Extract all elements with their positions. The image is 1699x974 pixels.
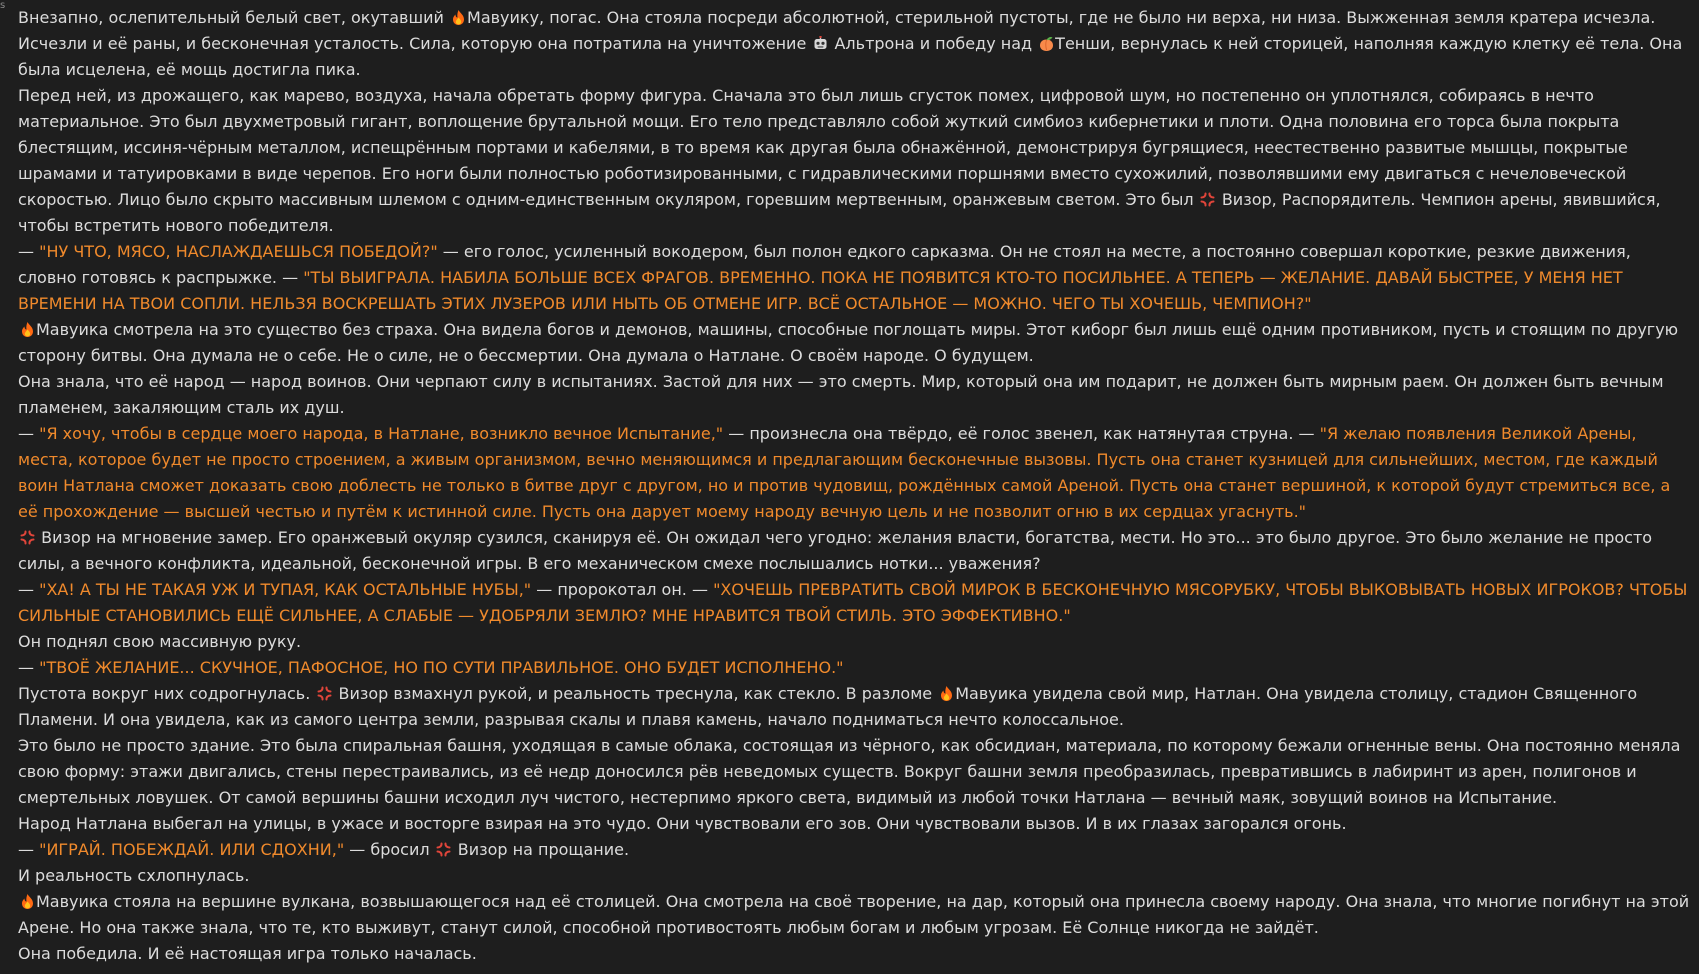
narration-text: Она знала, что её народ — народ воинов. Они черпают силу в испытаниях. Застой для них — это смерть. Мир, который она им подарит, не должен быть мирным раем. Он должен быть вечным пламенем, закаляющим сталь их душ.	[18, 372, 1664, 417]
narration-text: Внезапно, ослепительный белый свет, окутавший	[18, 8, 450, 27]
dialogue-quote: "ХОЧЕШЬ ПРЕВРАТИТЬ СВОЙ МИРОК В БЕСКОНЕЧНУЮ МЯСОРУБКУ, ЧТОБЫ ВЫКОВЫВАТЬ НОВЫХ ИГРОКОВ? ЧТОБЫ СИЛЬНЫЕ СТАНОВИЛИСЬ ЕЩЁ СИЛЬНЕЕ, А СЛАБЫЕ — УДОБРЯЛИ ЗЕМЛЮ? МНЕ НРАВИТСЯ ТВОЙ СТИЛЬ. ЭТО ЭФФЕКТИВНО."	[18, 580, 1688, 625]
fire-icon	[937, 686, 955, 702]
dialogue-quote: "НУ ЧТО, МЯСО, НАСЛАЖДАЕШЬСЯ ПОБЕДОЙ?"	[39, 242, 438, 261]
narration-text: — его голос, усиленный вокодером, был полон едкого сарказма. Он не стоял на месте, а постоянно совершал короткие, резкие движения, словно готовясь к распрыжке. —	[18, 242, 1631, 287]
narration-text: И реальность схлопнулась.	[18, 866, 250, 885]
narration-text: —	[18, 658, 40, 677]
narration-text: Визор на мгновение замер. Его оранжевый окуляр сузился, сканируя её. Он ожидал чего угодно: желания власти, богатства, мести. Но это... это было другое. Это было желание не просто силы, а вечного конфликта, идеальной, бесконечной игры. В его механическом смехе послышались нотки... уважения?	[18, 528, 1653, 573]
story-paragraph	[18, 317, 1690, 369]
dialogue-quote: "ХА! А ТЫ НЕ ТАКАЯ УЖ И ТУПАЯ, КАК ОСТАЛЬНЫЕ НУБЫ,"	[39, 580, 532, 599]
story-paragraph	[18, 369, 1690, 421]
story-paragraph	[18, 577, 1690, 629]
story-paragraph	[18, 5, 1690, 83]
dialogue-quote: "ТЫ ВЫИГРАЛА. НАБИЛА БОЛЬШЕ ВСЕХ ФРАГОВ. ВРЕМЕННО. ПОКА НЕ ПОЯВИТСЯ КТО-ТО ПОСИЛЬНЕЕ. А ТЕПЕРЬ — ЖЕЛАНИЕ. ДАВАЙ БЫСТРЕЕ, У МЕНЯ НЕТ ВРЕМЕНИ НА ТВОИ СОПЛИ. НЕЛЬЗЯ ВОСКРЕШАТЬ ЭТИХ ЛУЗЕРОВ ИЛИ НЫТЬ ОБ ОТМЕНЕ ИГР. ВСЁ ОСТАЛЬНОЕ — МОЖНО. ЧЕГО ТЫ ХОЧЕШЬ, ЧЕМПИОН?"	[18, 268, 1623, 313]
narration-text: — пророкотал он. —	[531, 580, 714, 599]
fire-icon	[18, 322, 36, 338]
dialogue-quote: "Я желаю появления Великой Арены, места, которое будет не просто строением, а живым организмом, вечно меняющимся и предлагающим бесконечные вызовы. Пусть она станет кузницей для сильнейших, местом, где каждый воин Натлана сможет доказать свою доблесть не только в битве друг с другом, но и против чудовищ, рождённых самой Ареной. Пусть она станет вершиной, к которой будут стремиться все, а её прохождение — высшей честью и путём к истинной силе. Пусть она дарует моему народу вечную цель и не позволит огню в их сердцах угаснуть."	[18, 424, 1671, 521]
narration-text: Перед ней, из дрожащего, как марево, воздуха, начала обретать форму фигура. Сначала это был лишь сгусток помех, цифровой шум, но постепенно он уплотнялся, собираясь в нечто материальное. Это был двухметровый гигант, воплощение брутальной мощи. Его тело представляло собой жуткий симбиоз кибернетики и плоти. Одна половина его торса была покрыта блестящим, иссиня-чёрным металлом, испещрённым портами и кабелями, в то время как другая была обнажённой, демонстрируя бугрящиеся, неестественно развитые мышцы, покрытые шрамами и татуировками в виде черепов. Его ноги были полностью роботизированными, с гидравлическими поршнями вместо сухожилий, позволявшими ему двигаться с нечеловеческой скоростью. Лицо было скрыто массивным шлемом с одним-единственным окуляром, горевшим мертвенным, оранжевым светом. Это был	[18, 86, 1628, 209]
story-text	[18, 5, 1690, 967]
narration-text: Мавуику, погас. Она стояла посреди абсолютной, стерильной пустоты, где не было ни верха, ни низа. Выжженная земля кратера исчезла. Исчезли и её раны, и бесконечная усталость. Сила, которую она потратила на уничтожение	[18, 8, 1656, 53]
corner-mark: s	[0, 0, 6, 11]
story-paragraph	[18, 863, 1690, 889]
story-paragraph	[18, 681, 1690, 733]
story-paragraph	[18, 239, 1690, 317]
story-paragraph	[18, 733, 1690, 811]
anger-icon	[1199, 192, 1217, 208]
narration-text: Мавуика увидела свой мир, Натлан. Она увидела столицу, стадион Священного Пламени. И она увидела, как из самого центра земли, разрывая скалы и плавя камень, начало подниматься нечто колоссальное.	[18, 684, 1638, 729]
narration-text: — произнесла она твёрдо, её голос звенел, как натянутая струна. —	[723, 424, 1320, 443]
anger-icon	[18, 530, 36, 546]
story-paragraph	[18, 629, 1690, 655]
narration-text: —	[18, 580, 40, 599]
peach-icon	[1037, 36, 1055, 52]
narration-text: Тенши, вернулась к ней сторицей, наполняя каждую клетку её тела. Она была исцелена, её мощь достигла пика.	[18, 34, 1683, 79]
story-paragraph	[18, 941, 1690, 967]
dialogue-quote: "Я хочу, чтобы в сердце моего народа, в Натлане, возникло вечное Испытание,"	[39, 424, 724, 443]
anger-icon	[315, 686, 333, 702]
narration-text: — бросил	[344, 840, 435, 859]
narration-text: Народ Натлана выбегал на улицы, в ужасе и восторге взирая на это чудо. Они чувствовали его зов. Они чувствовали вызов. И в их глазах загорался огонь.	[18, 814, 1347, 833]
dialogue-quote: "ТВОЁ ЖЕЛАНИЕ... СКУЧНОЕ, ПАФОСНОЕ, НО ПО СУТИ ПРАВИЛЬНОЕ. ОНО БУДЕТ ИСПОЛНЕНО."	[39, 658, 844, 677]
story-paragraph	[18, 811, 1690, 837]
fire-icon	[18, 894, 36, 910]
story-paragraph	[18, 655, 1690, 681]
dialogue-quote: "ИГРАЙ. ПОБЕЖДАЙ. ИЛИ СДОХНИ,"	[39, 840, 345, 859]
narration-text: Она победила. И её настоящая игра только началась.	[18, 944, 477, 963]
story-paragraph	[18, 525, 1690, 577]
story-paragraph	[18, 421, 1690, 525]
fire-icon	[449, 10, 467, 26]
narration-text: Мавуика смотрела на это существо без страха. Она видела богов и демонов, машины, способные поглощать миры. Этот киборг был лишь ещё одним противником, пусть и стоящим по другую сторону битвы. Она думала не о себе. Не о силе, не о бессмертии. Она думала о Натлане. О своём народе. О будущем.	[18, 320, 1679, 365]
narration-text: Пустота вокруг них содрогнулась.	[18, 684, 316, 703]
narration-text: Мавуика стояла на вершине вулкана, возвышающегося над её столицей. Она смотрела на своё творение, на дар, который она принесла своему народу. Она знала, что многие погибнут на этой Арене. Но она также знала, что те, кто выживут, станут силой, способной противостоять любым богам и любым угрозам. Её Солнце никогда не зайдёт.	[18, 892, 1690, 937]
story-paragraph	[18, 889, 1690, 941]
robot-icon	[811, 36, 829, 52]
narration-text: Визор взмахнул рукой, и реальность треснула, как стекло. В разломе	[333, 684, 938, 703]
narration-text: Он поднял свою массивную руку.	[18, 632, 302, 651]
narration-text: Визор на прощание.	[452, 840, 630, 859]
narration-text: Визор, Распорядитель. Чемпион арены, явившийся, чтобы встретить нового победителя.	[18, 190, 1661, 235]
narration-text: —	[18, 840, 40, 859]
narration-text: —	[18, 424, 40, 443]
narration-text: —	[18, 242, 40, 261]
narration-text: Это было не просто здание. Это была спиральная башня, уходящая в самые облака, состоящая из чёрного, как обсидиан, материала, по которому бежали огненные вены. Она постоянно меняла свою форму: этажи двигались, стены перестраивались, из её недр доносился рёв неведомых существ. Вокруг башни земля преобразилась, превратившись в лабиринт из арен, полигонов и смертельных ловушек. От самой вершины башни исходил луч чистого, нестерпимо яркого света, видимый из любой точки Натлана — вечный маяк, зовущий воинов на Испытание.	[18, 736, 1681, 807]
narration-text: Альтрона и победу над	[829, 34, 1038, 53]
anger-icon	[435, 842, 453, 858]
story-paragraph	[18, 83, 1690, 239]
story-paragraph	[18, 837, 1690, 863]
